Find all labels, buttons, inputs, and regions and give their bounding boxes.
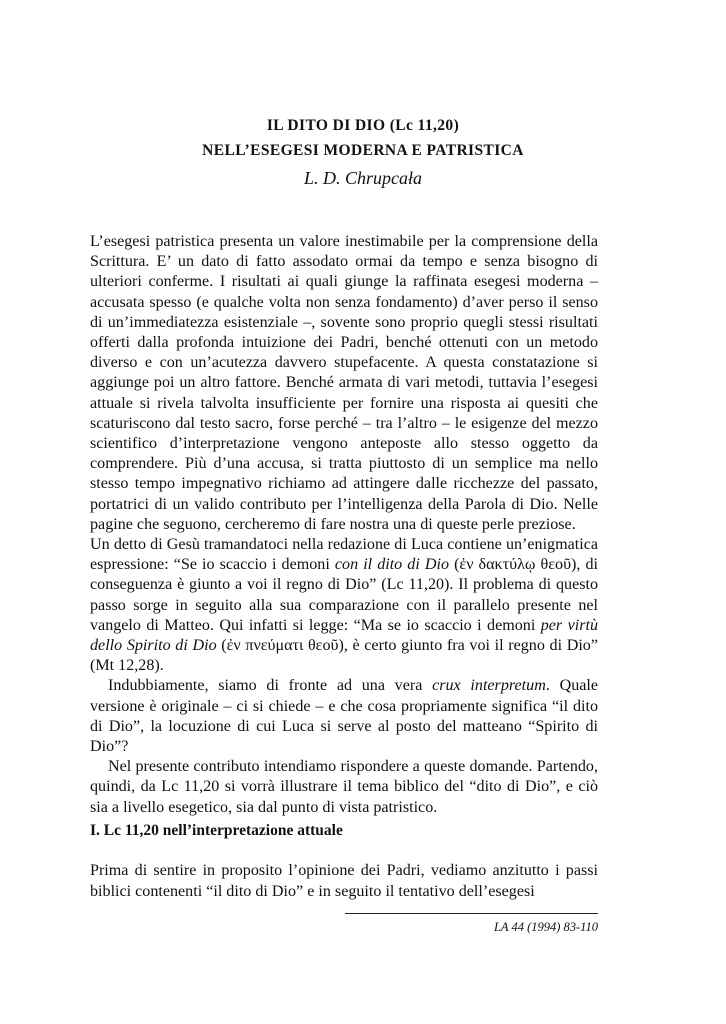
author-name: L. D. Chrupcała [303, 168, 422, 188]
section-paragraph-1: Prima di sentire in proposito l’opinione dei Padri, vediamo anzitutto i passi biblici contenenti “il dito di Dio” e in seguito il tentativo dell’esegesi [90, 862, 598, 900]
paragraph-2-italic-b: per virtù dello Spirito di Dio [90, 616, 598, 655]
paragraph-2-text-a: Un detto di Gesù tramandatoci nella redazione di Luca contiene un’enigmatica espressione: “Se io scaccio i demoni [90, 536, 598, 574]
journal-citation: LA 44 (1994) 83-110 [493, 920, 598, 934]
paragraph-3 [90, 676, 598, 757]
paragraph-2-text-b: (ἐν δακτύλῳ θεοῦ), di conseguenza è giunto a voi il regno di Dio” (Lc 11,20). Il problema di questo passo sorge in seguito alla sua comparazione con il parallelo presente nel vangelo di Matteo. Qui infatti si legge: “Ma se io scaccio i demoni [90, 556, 598, 634]
paragraph-3-italic: crux interpretum [432, 677, 546, 695]
paragraph-2 [90, 535, 598, 676]
section-text [90, 860, 598, 902]
paragraph-3-text-a: Indubbiamente, siamo di fronte ad una vera [108, 677, 433, 695]
section-heading: I. Lc 11,20 nell’interpretazione attuale [90, 822, 343, 839]
paragraph-3-text-b: . Quale versione è originale – ci si chiede – e che cosa propriamente significa “il dito di Dio”, la locuzione di cui Luca si serve al posto del matteano “Spirito di Dio”? [90, 677, 598, 756]
paragraph-2-italic-a: con il dito di Dio [334, 556, 450, 574]
article-title-line2: NELL’ESEGESI MODERNA E PATRISTICA [202, 142, 524, 159]
intro-text [90, 232, 598, 818]
paragraph-2-text-c: (ἐν πνεύματι θεοῦ), è certo giunto fra voi il regno di Dio” (Mt 12,28). [90, 637, 598, 675]
article-title-line1: IL DITO DI DIO (Lc 11,20) [266, 117, 460, 134]
paragraph-1: L’esegesi patristica presenta un valore inestimabile per la comprensione della Scrittura. E’ un dato di fatto assodato ormai da tempo e senza bisogno di ulteriori conferme. I risultati ai quali giunge la raffinata esegesi moderna – accusata spesso (e qualche volta non senza fondamento) d’aver perso il senso di un’immediatezza esistenziale –, sovente sono proprio quegli stessi risultati offerti dalla profonda intuizione dei Padri, benché ottenuti con un metodo diverso e con un’acutezza davvero stupefacente. A questa constatazione si aggiunge poi un altro fattore. Benché armata di vari metodi, tuttavia l’esegesi attuale si rivela talvolta insufficiente per fornire una risposta ai quesiti che scaturiscono dal testo sacro, forse perché – tra l’altro – le esigenze del mezzo scientifico d’interpretazione vengono anteposte allo stesso oggetto da comprendere. Più d’una accusa, si tratta piuttosto di un semplice ma nello stesso tempo impegnativo richiamo ad attingere dalle ricchezze del passato, portatrici di un valido contributo per l’intelligenza della Parola di Dio. Nelle pagine che seguono, cercheremo di fare nostra una di queste perle preziose. [90, 233, 598, 533]
paragraph-4: Nel presente contributo intendiamo rispondere a queste domande. Partendo, quindi, da Lc 11,20 si vorrà illustrare il tema biblico del “dito di Dio”, e ciò sia a livello esegetico, sia dal punto di vista patristico. [90, 758, 598, 816]
footer-rule [345, 913, 598, 914]
